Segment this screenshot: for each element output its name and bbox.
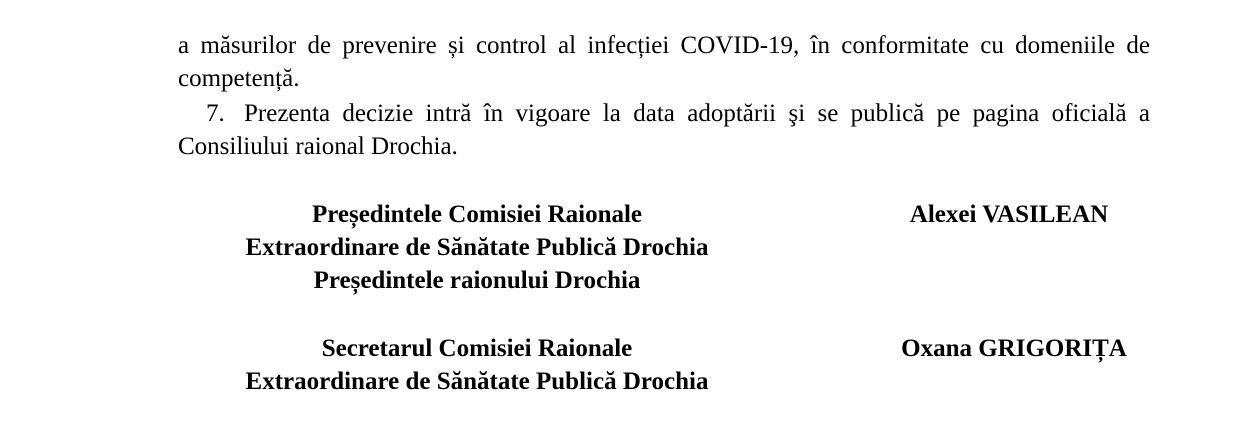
signature-2-title-line-2: Extraordinare de Sănătate Publică Drochia xyxy=(245,368,709,395)
signature-1-title-line-1: Președintele Comisiei Raionale xyxy=(311,201,643,228)
signature-1-title xyxy=(178,198,776,297)
item-text: Prezenta decizie intră în vigoare la data adoptării şi se publică pe pagina oficială a Consiliului raional Drochia. xyxy=(178,100,1150,160)
signature-1-title-line-2: Extraordinare de Sănătate Publică Drochia xyxy=(245,234,709,261)
signature-2-title-line-1: Secretarul Comisiei Raionale xyxy=(321,335,633,362)
signature-2-name: Oxana GRIGORIȚA xyxy=(901,335,1127,362)
paragraph-item-7 xyxy=(178,97,1150,163)
signature-2-title xyxy=(178,332,776,398)
paragraph-continuation: a măsurilor de prevenire și control al infecției COVID-19, în conformitate cu domeniile de competență. xyxy=(178,32,1150,92)
signature-1-name: Alexei VASILEAN xyxy=(909,201,1109,228)
signature-1-title-line-3: Președintele raionului Drochia xyxy=(313,267,641,294)
item-number: 7. xyxy=(206,100,225,127)
